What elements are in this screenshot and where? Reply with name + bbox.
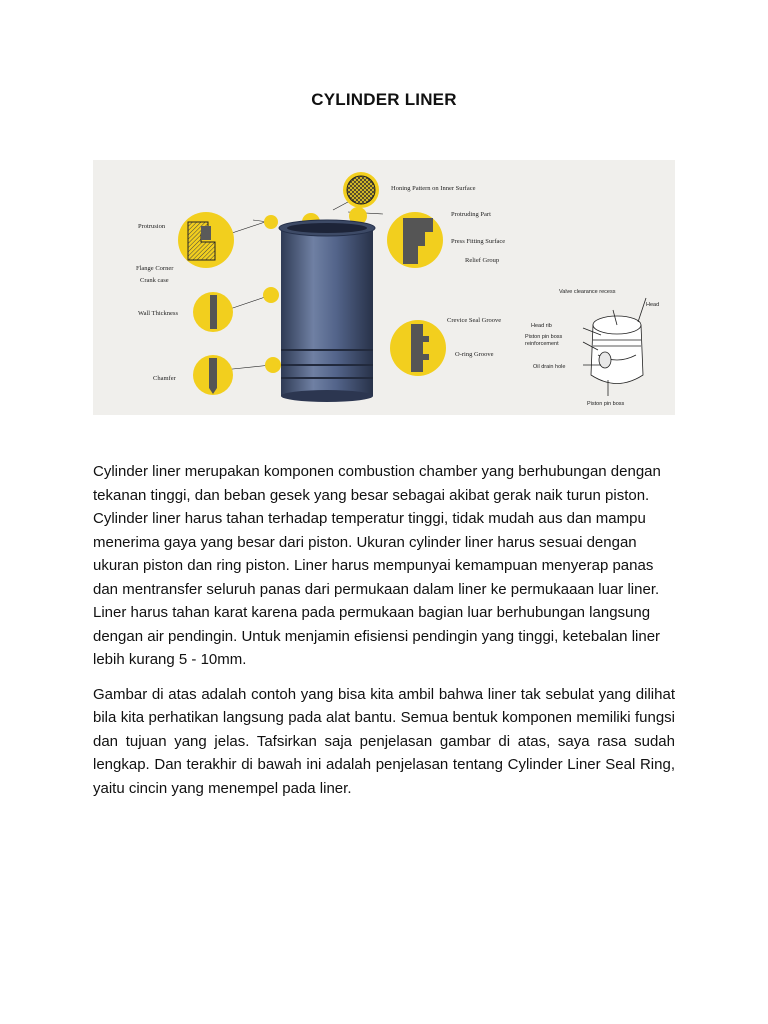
chamfer-dot [265, 357, 281, 373]
cylinder-liner-figure [93, 160, 675, 415]
label-head: Head [646, 302, 660, 308]
label-chamfer: Chamfer [153, 375, 176, 382]
label-head-rib: Head rib [531, 323, 552, 329]
label-crank-case: Crank case [140, 277, 169, 284]
label-piston-pin-boss: Piston pin boss [587, 401, 625, 407]
piston-drawing [583, 298, 646, 396]
cylinder-liner-diagram [93, 160, 675, 415]
protrusion-dot [264, 215, 278, 229]
paragraph-2: Gambar di atas adalah contoh yang bisa kita ambil bahwa liner tak sebulat yang dilihat bila kita perhatikan langsung pada alat bantu. Semua bentuk komponen memiliki fungsi dan tujuan yang jelas. Tafsirkan saja penjelasan gambar di atas, saya rasa sudah lengkap. Dan terakhir di bawah ini adalah penjelasan tentang Cylinder Liner Seal Ring, yaitu cincin yang menempel pada liner. [93, 685, 675, 797]
liner-body [279, 220, 375, 402]
label-crevice-seal-groove: Crevice Seal Groove [447, 317, 502, 324]
label-protruding-part: Protruding Part [451, 211, 491, 218]
label-flange-corner: Flange Corner [136, 265, 174, 272]
label-protrusion: Protrusion [138, 223, 166, 230]
label-valve-clearance-recess: Valve clearance recess [559, 289, 616, 295]
label-piston-pin-boss-reinforcement: Piston pin boss [525, 334, 563, 340]
wall-thickness-callout [193, 292, 233, 332]
press-fitting-callout [387, 212, 443, 268]
label-o-ring-groove: O-ring Groove [455, 351, 494, 358]
label-press-fitting-surface: Press Fitting Surface [451, 238, 506, 245]
paragraph-1: Cylinder liner merupakan komponen combustion chamber yang berhubungan dengan tekanan tinggi, dan beban gesek yang besar sebagai akibat gerak naik turun piston. Cylinder liner harus tahan terhadap temperatur tinggi, tidak mudah aus dan mampu menerima gaya yang besar dari piston. Ukuran cylinder liner harus sesuai dengan ukuran piston dan ring piston. Liner harus mempunyai kemampuan menyerap panas dan mentransfer seluruh panas dari permukaan dalam liner ke permukaaan luar liner. Liner harus tahan karat karena pada permukaan bagian luar berhubungan langsung dengan air pendingin. Untuk menjamin efisiensi pendingin yang tinggi, ketebalan liner lebih kurang 5 - 10mm. [93, 463, 661, 668]
body-text [93, 460, 675, 811]
chamfer-callout [193, 355, 233, 395]
seal-groove-callout [390, 320, 446, 376]
wall-thickness-dot [263, 287, 279, 303]
protrusion-callout [178, 212, 234, 268]
label-oil-drain-hole: Oil drain hole [533, 364, 566, 370]
page-title: CYLINDER LINER [311, 90, 457, 109]
label-relief-group: Relief Group [465, 257, 500, 264]
label-wall-thickness: Wall Thickness [138, 310, 178, 317]
label-honing-pattern: Honing Pattern on Inner Surface [391, 185, 476, 192]
label-reinforcement: reinforcement [525, 341, 559, 347]
